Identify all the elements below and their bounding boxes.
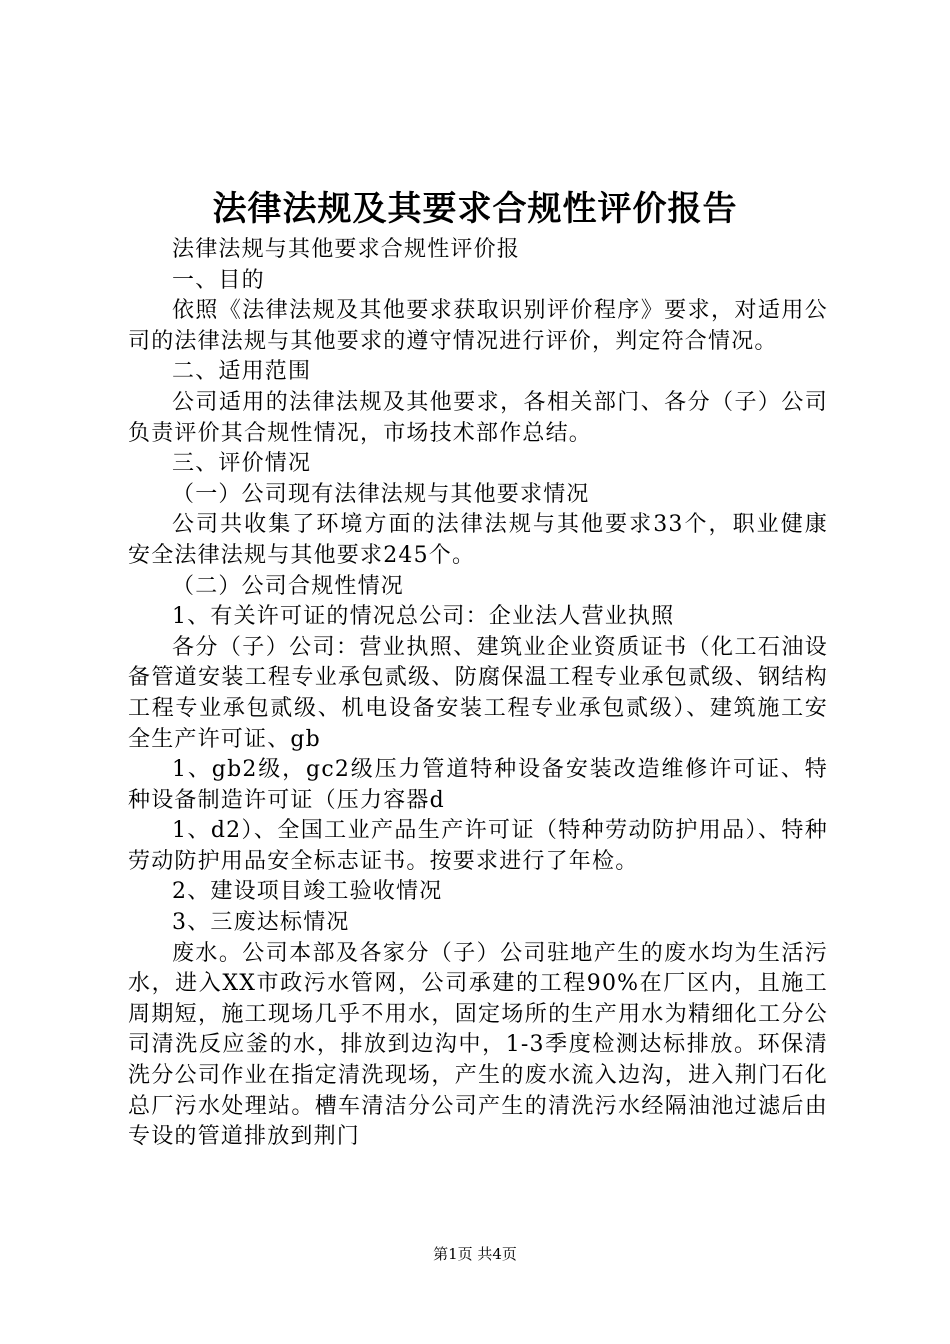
document-title: 法律法规及其要求合规性评价报告 [212, 189, 738, 229]
document-body [128, 235, 828, 1153]
heading-three-wastes: 3、三废达标情况 [172, 910, 350, 936]
paragraph-wastewater: 废水。公司本部及各家分（子）公司驻地产生的废水均为生活污水，进入XX市政污水管网，公司承建的工程90%在厂区内，且施工周期短，施工现场几乎不用水，固定场所的生产用水为精细化工分公司清洗反应釜的水，排放到边沟中，1-3季度检测达标排放。环保清洗分公司作业在指定清洗现场，产生的废水流入边沟，进入荆门石化总厂污水处理站。槽车清洁分公司产生的清洗污水经隔油池过滤后由专设的管道排放到荆门 [128, 940, 828, 1150]
heading-acceptance: 2、建设项目竣工验收情况 [172, 879, 443, 905]
paragraph-licenses-d2: 1、d2）、全国工业产品生产许可证（特种劳动防护用品）、特种劳动防护用品安全标志证书。按要求进行了年检。 [128, 818, 828, 874]
paragraph-licenses-head: 1、有关许可证的情况总公司：企业法人营业执照 [172, 604, 675, 630]
subheading-compliance: （二）公司合规性情况 [172, 573, 405, 599]
paragraph-scope: 公司适用的法律法规及其他要求，各相关部门、各分（子）公司负责评价其合规性情况，市场技术部作总结。 [128, 389, 828, 446]
subheading-existing-laws: （一）公司现有法律法规与其他要求情况 [172, 481, 590, 507]
heading-scope: 二、适用范围 [172, 359, 312, 385]
paragraph-licenses-gb: 1、gb2级，gc2级压力管道特种设备安装改造维修许可证、特种设备制造许可证（压力容器d [128, 757, 828, 813]
paragraph-subtitle: 法律法规与其他要求合规性评价报 [172, 237, 521, 262]
heading-evaluation: 三、评价情况 [172, 451, 312, 477]
heading-purpose: 一、目的 [172, 267, 265, 293]
paragraph-purpose: 依照《法律法规及其他要求获取识别评价程序》要求，对适用公司的法律法规与其他要求的遵守情况进行评价，判定符合情况。 [128, 298, 828, 354]
page-footer: 第1页 共4页 [433, 1245, 517, 1263]
paragraph-licenses-branches: 各分（子）公司：营业执照、建筑业企业资质证书（化工石油设备管道安装工程专业承包贰级、防腐保温工程专业承包贰级、钢结构工程专业承包贰级、机电设备安装工程专业承包贰级）、建筑施工安全生产许可证、gb [128, 634, 828, 752]
paragraph-existing-laws: 公司共收集了环境方面的法律法规与其他要求33个，职业健康安全法律法规与其他要求245个。 [128, 512, 828, 568]
